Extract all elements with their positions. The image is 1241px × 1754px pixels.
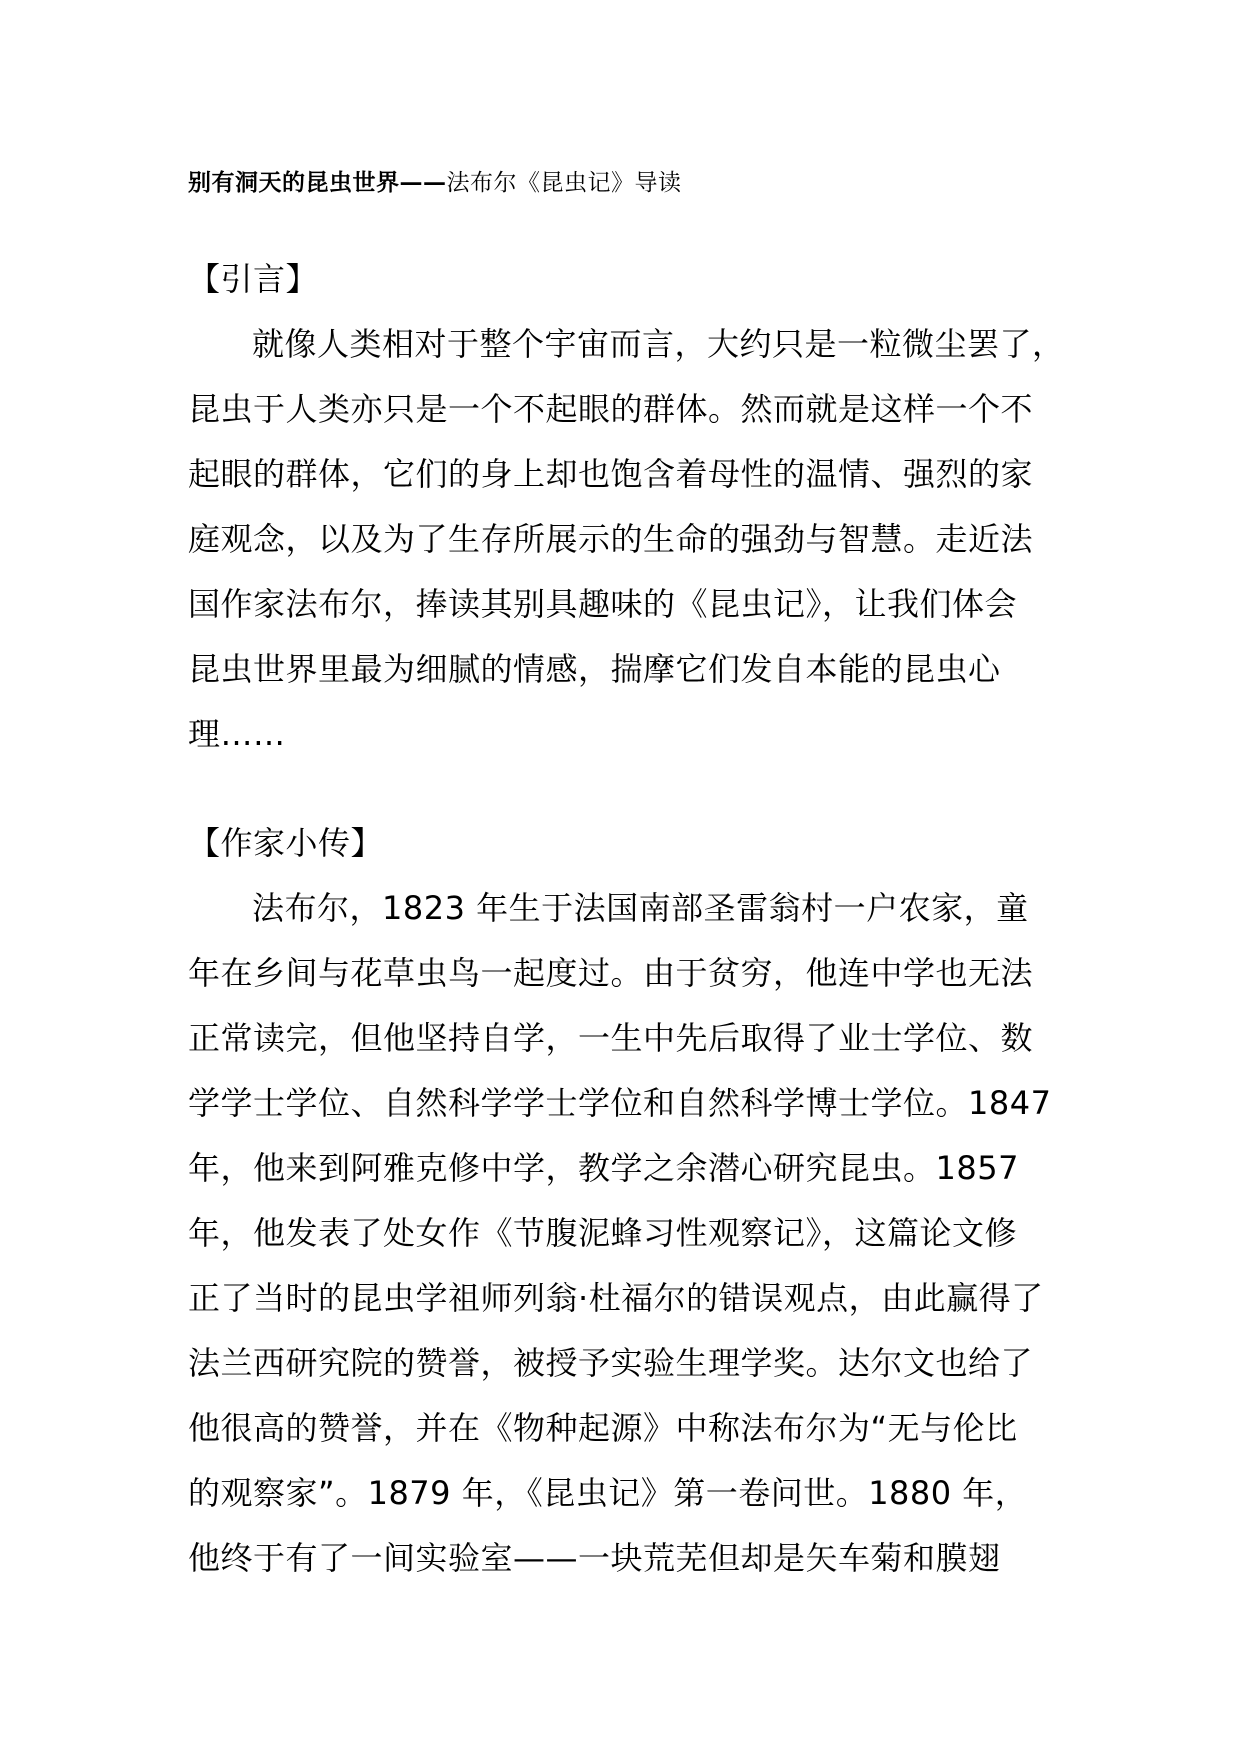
- title-normal-part: 法布尔《昆虫记》导读: [446, 170, 682, 196]
- biography-line: 他很高的赞誉，并在《物种起源》中称法布尔为“无与伦比: [188, 1409, 1018, 1447]
- biography-line: 年，他发表了处女作《节腹泥蜂习性观察记》，这篇论文修: [188, 1214, 1018, 1252]
- biography-line: 正常读完，但他坚持自学，一生中先后取得了业士学位、数: [188, 1019, 1034, 1057]
- biography-line: 法兰西研究院的赞誉，被授予实验生理学奖。达尔文也给了: [188, 1344, 1034, 1382]
- intro-line: 就像人类相对于整个宇宙而言，大约只是一粒微尘罢了，: [252, 325, 1065, 363]
- intro-line: 理……: [188, 715, 286, 753]
- intro-line: 昆虫世界里最为细腻的情感，揣摩它们发自本能的昆虫心: [188, 650, 1001, 688]
- intro-line: 昆虫于人类亦只是一个不起眼的群体。然而就是这样一个不: [188, 390, 1034, 428]
- biography-line: 他终于有了一间实验室——一块荒芜但却是矢车菊和膜翅: [188, 1539, 1001, 1577]
- document-title: [188, 168, 682, 198]
- biography-section: [188, 810, 1088, 1591]
- intro-line: 起眼的群体，它们的身上却也饱含着母性的温情、强烈的家: [188, 455, 1034, 493]
- biography-line: 正了当时的昆虫学祖师列翁·杜福尔的错误观点，由此赢得了: [188, 1279, 1044, 1317]
- intro-line: 庭观念，以及为了生存所展示的生命的强劲与智慧。走近法: [188, 520, 1034, 558]
- intro-heading: 【引言】: [188, 260, 319, 298]
- biography-line: 法布尔，1823 年生于法国南部圣雷翁村一户农家，童: [252, 889, 1029, 927]
- intro-section: [188, 246, 1088, 767]
- title-bold-part: 别有洞天的昆虫世界——: [188, 169, 447, 196]
- biography-line: 年在乡间与花草虫鸟一起度过。由于贫穷，他连中学也无法: [188, 954, 1034, 992]
- intro-line: 国作家法布尔，捧读其别具趣味的《昆虫记》，让我们体会: [188, 585, 1018, 623]
- biography-heading: 【作家小传】: [188, 824, 384, 862]
- biography-line: 的观察家”。1879 年，《昆虫记》第一卷问世。1880 年，: [188, 1474, 1028, 1512]
- biography-line: 学学士学位、自然科学学士学位和自然科学博士学位。1847: [188, 1084, 1052, 1122]
- biography-line: 年，他来到阿雅克修中学，教学之余潜心研究昆虫。1857: [188, 1149, 1019, 1187]
